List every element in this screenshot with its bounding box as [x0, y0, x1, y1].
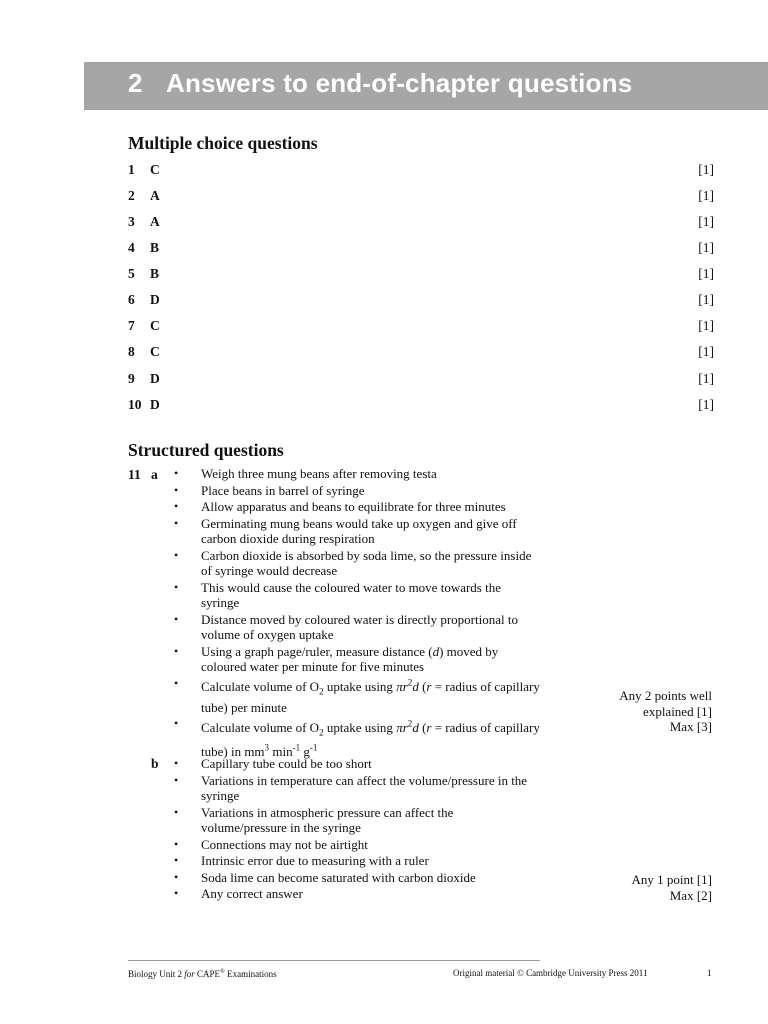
mcq-number: 10	[128, 397, 142, 412]
bullet-icon: •	[174, 466, 179, 480]
point-text: Weigh three mung beans after removing testa	[201, 466, 437, 481]
list-item	[172, 580, 542, 611]
list-item	[172, 676, 542, 716]
point-text: Soda lime can become saturated with carbon dioxide	[201, 869, 476, 885]
list-item	[172, 756, 542, 772]
point-text: Variations in atmospheric pressure can affect the volume/pressure in the syringe	[201, 804, 454, 835]
point-text: Place beans in barrel of syringe	[201, 482, 365, 498]
mark-line: explained [1]	[643, 703, 712, 719]
mcq-answer: B	[150, 240, 160, 255]
list-item	[172, 716, 542, 759]
mcq-row	[128, 397, 714, 415]
mcq-answer: D	[150, 371, 160, 386]
bullet-icon: •	[174, 499, 179, 513]
mcq-mark: [1]	[698, 397, 714, 412]
footer-text: Biology Unit 2	[128, 969, 185, 979]
point-text: Variations in temperature can affect the volume/pressure in the syringe	[201, 772, 528, 803]
point-text: Intrinsic error due to measuring with a ruler	[201, 853, 429, 868]
mcq-number: 2	[128, 188, 135, 203]
point-text: Germinating mung beans would take up oxygen and give off carbon dioxide during respiration	[201, 515, 517, 546]
mcq-answer: C	[150, 318, 160, 333]
bullet-icon: •	[174, 772, 179, 787]
list-item	[172, 773, 542, 804]
mcq-answer: C	[150, 162, 160, 177]
mcq-row	[128, 344, 714, 362]
mcq-row	[128, 266, 714, 284]
mcq-number: 5	[128, 266, 135, 281]
footer-copyright: Original material © Cambridge University Press 2011	[453, 968, 648, 978]
question-number: 11	[128, 467, 141, 482]
part-a-marks	[619, 688, 712, 735]
point-text: Calculate volume of $O_2$ uptake using $\pi r^2d$ (r = radius of capillary tube) in $mm^3$ $\min^{-1} g^{-1}$	[201, 718, 540, 760]
point-text: Connections may not be airtight	[201, 836, 368, 852]
mcq-answer: A	[150, 188, 160, 203]
mcq-answer: A	[150, 214, 160, 229]
list-item	[172, 466, 542, 482]
chapter-number: 2	[128, 68, 143, 98]
mcq-row	[128, 240, 714, 258]
chapter-title: Answers to end-of-chapter questions	[166, 68, 633, 98]
bullet-icon: •	[174, 675, 179, 690]
mcq-mark: [1]	[698, 344, 714, 359]
mcq-mark: [1]	[698, 371, 714, 386]
point-text: Carbon dioxide is absorbed by soda lime, so the pressure inside of syringe would decrease	[201, 547, 532, 578]
mcq-mark: [1]	[698, 266, 714, 281]
list-item	[172, 499, 542, 515]
bullet-icon: •	[174, 643, 179, 658]
mcq-heading: Multiple choice questions	[128, 133, 318, 153]
part-a-points	[172, 466, 542, 761]
mcq-answer: B	[150, 266, 160, 281]
point-text: Allow apparatus and beans to equilibrate for three minutes	[201, 499, 506, 514]
bullet-icon: •	[174, 804, 179, 819]
part-b-points	[172, 756, 542, 903]
part-label-a: a	[151, 467, 158, 482]
bullet-icon: •	[174, 756, 179, 770]
mark-line: Max [2]	[669, 887, 712, 903]
mcq-number: 6	[128, 292, 135, 307]
mcq-number: 3	[128, 214, 135, 229]
list-item	[172, 516, 542, 547]
point-text: Calculate volume of $O_2$ uptake using $\pi r^2d$ (r = radius of capillary tube) per minute	[201, 677, 540, 715]
mcq-mark: [1]	[698, 214, 714, 229]
footer-book-title	[128, 968, 277, 979]
bullet-icon: •	[174, 836, 179, 851]
point-text: This would cause the coloured water to move towards the syringe	[201, 579, 501, 610]
list-item	[172, 853, 542, 869]
mcq-row	[128, 371, 714, 389]
point-text: Capillary tube could be too short	[201, 756, 372, 771]
mcq-mark: [1]	[698, 188, 714, 203]
bullet-icon: •	[174, 886, 179, 900]
footer-text-italic: for	[184, 969, 195, 979]
mcq-mark: [1]	[698, 318, 714, 333]
bullet-icon: •	[174, 482, 179, 497]
mcq-row	[128, 292, 714, 310]
mcq-answer: D	[150, 292, 160, 307]
point-text: Distance moved by coloured water is directly proportional to volume of oxygen uptake	[201, 611, 518, 642]
footer-rule	[128, 960, 540, 961]
mcq-row	[128, 188, 714, 206]
mcq-row	[128, 214, 714, 232]
mcq-number: 8	[128, 344, 135, 359]
bullet-icon: •	[174, 611, 179, 626]
mcq-number: 9	[128, 371, 135, 386]
part-b-marks	[631, 872, 712, 903]
mcq-row	[128, 318, 714, 336]
mcq-number: 1	[128, 162, 135, 177]
bullet-icon: •	[174, 515, 179, 530]
footer-text: CAPE	[194, 969, 221, 979]
list-item	[172, 483, 542, 499]
list-item	[172, 612, 542, 643]
part-label-b: b	[151, 756, 159, 771]
registered-mark: ®	[220, 968, 225, 975]
bullet-icon: •	[174, 716, 179, 731]
bullet-icon: •	[174, 853, 179, 867]
list-item	[172, 870, 542, 886]
page-number: 1	[707, 968, 712, 978]
mcq-row	[128, 162, 714, 180]
bullet-icon: •	[174, 547, 179, 562]
mcq-mark: [1]	[698, 240, 714, 255]
list-item	[172, 644, 542, 675]
chapter-heading	[128, 68, 632, 99]
mcq-number: 7	[128, 318, 135, 333]
footer-text: Examinations	[224, 969, 277, 979]
structured-heading: Structured questions	[128, 440, 284, 460]
list-item	[172, 548, 542, 579]
mcq-answer: C	[150, 344, 160, 359]
bullet-icon: •	[174, 869, 179, 884]
list-item	[172, 805, 542, 836]
mcq-answer: D	[150, 397, 160, 412]
bullet-icon: •	[174, 579, 179, 594]
mcq-number: 4	[128, 240, 135, 255]
list-item	[172, 886, 542, 902]
point-text: Using a graph page/ruler, measure distance (d) moved by coloured water per minute for five minutes	[201, 643, 499, 674]
point-text: Any correct answer	[201, 886, 303, 901]
mark-line: Max [3]	[669, 719, 712, 734]
mcq-mark: [1]	[698, 292, 714, 307]
mark-line: Any 1 point [1]	[631, 872, 712, 887]
list-item	[172, 837, 542, 853]
mcq-mark: [1]	[698, 162, 714, 177]
mark-line: Any 2 points well	[619, 688, 712, 703]
